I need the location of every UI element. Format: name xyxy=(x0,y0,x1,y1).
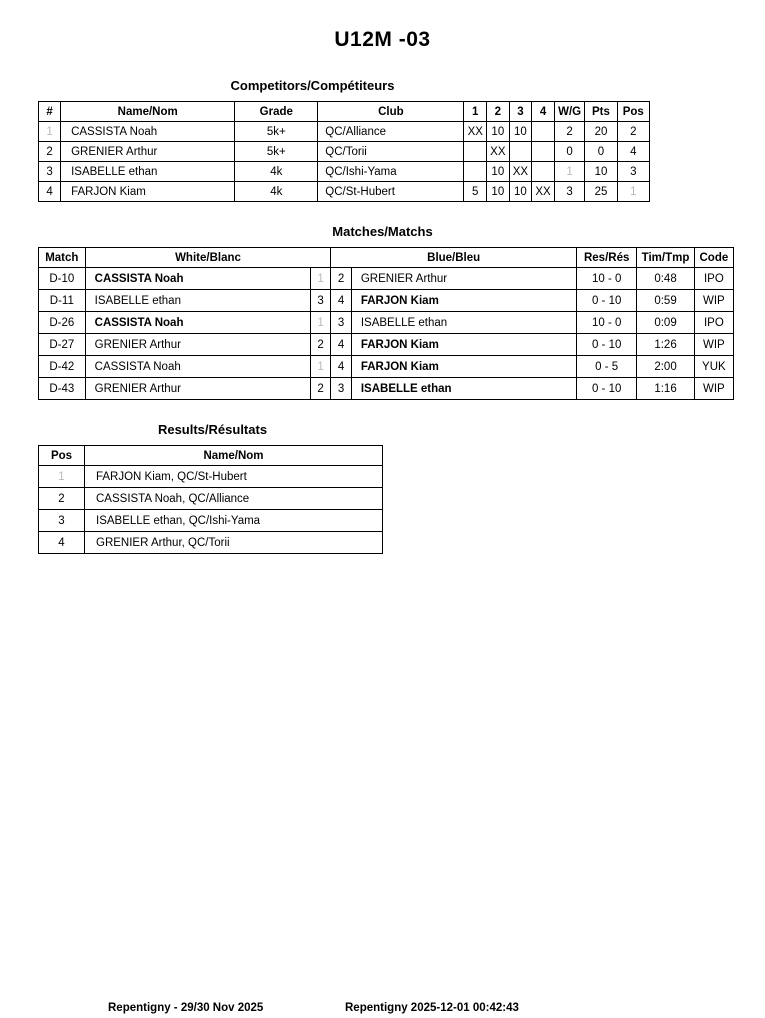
table-row xyxy=(39,466,383,488)
page-title: U12M -03 xyxy=(334,28,431,51)
match-id: D-43 xyxy=(39,378,86,400)
match-blue-name: GRENIER Arthur xyxy=(351,268,576,290)
column-header-grade: Grade xyxy=(235,102,318,122)
match-code: WIP xyxy=(694,290,733,312)
match-code: IPO xyxy=(694,268,733,290)
competitors-section-title: Competitors/Compétiteurs xyxy=(230,78,395,93)
match-blue-name: FARJON Kiam xyxy=(351,290,576,312)
match-white-number: 1 xyxy=(310,268,331,290)
result-name: CASSISTA Noah, QC/Alliance xyxy=(85,488,383,510)
match-code: YUK xyxy=(694,356,733,378)
competitor-name: FARJON Kiam xyxy=(61,182,235,202)
competitor-grade: 4k xyxy=(235,182,318,202)
table-row xyxy=(39,290,734,312)
competitor-round-1 xyxy=(464,142,487,162)
match-id: D-11 xyxy=(39,290,86,312)
match-time: 0:59 xyxy=(637,290,694,312)
table-header-row xyxy=(39,248,734,268)
match-result: 10 - 0 xyxy=(577,268,637,290)
match-white-number: 2 xyxy=(310,378,331,400)
competitor-round-2: 10 xyxy=(487,162,510,182)
match-white-name: CASSISTA Noah xyxy=(85,356,310,378)
competitor-round-2: XX xyxy=(487,142,510,162)
competitor-number: 1 xyxy=(39,122,61,142)
competitor-points: 25 xyxy=(585,182,617,202)
match-white-name: ISABELLE ethan xyxy=(85,290,310,312)
column-header-position: Pos xyxy=(39,446,85,466)
competitor-round-1 xyxy=(464,162,487,182)
footer-event-info: Repentigny - 29/30 Nov 2025 xyxy=(108,1002,264,1014)
match-blue-number: 4 xyxy=(331,334,352,356)
result-name: GRENIER Arthur, QC/Torii xyxy=(85,532,383,554)
column-header-blue: Blue/Bleu xyxy=(331,248,577,268)
table-row xyxy=(39,334,734,356)
match-white-name: GRENIER Arthur xyxy=(85,334,310,356)
match-time: 0:09 xyxy=(637,312,694,334)
match-white-number: 1 xyxy=(310,312,331,334)
match-result: 0 - 5 xyxy=(577,356,637,378)
column-header-club: Club xyxy=(318,102,464,122)
match-white-name: CASSISTA Noah xyxy=(85,312,310,334)
match-white-number: 3 xyxy=(310,290,331,312)
competitor-round-3: XX xyxy=(509,162,532,182)
competitor-position: 2 xyxy=(617,122,649,142)
competitor-round-3: 10 xyxy=(509,122,532,142)
competitor-round-4: XX xyxy=(532,182,555,202)
match-blue-name: FARJON Kiam xyxy=(351,356,576,378)
table-header-row xyxy=(39,102,650,122)
results-table xyxy=(38,445,383,554)
column-header-white: White/Blanc xyxy=(85,248,331,268)
match-code: WIP xyxy=(694,334,733,356)
competitor-number: 3 xyxy=(39,162,61,182)
match-result: 0 - 10 xyxy=(577,290,637,312)
column-header-round-1: 1 xyxy=(464,102,487,122)
match-result: 10 - 0 xyxy=(577,312,637,334)
table-row xyxy=(39,162,650,182)
competitor-points: 10 xyxy=(585,162,617,182)
match-code: WIP xyxy=(694,378,733,400)
result-name: ISABELLE ethan, QC/Ishi-Yama xyxy=(85,510,383,532)
match-blue-number: 3 xyxy=(331,378,352,400)
match-blue-name: FARJON Kiam xyxy=(351,334,576,356)
table-row xyxy=(39,356,734,378)
table-row xyxy=(39,122,650,142)
column-header-wins: W/G xyxy=(554,102,585,122)
table-header-row xyxy=(39,446,383,466)
competitor-grade: 5k+ xyxy=(235,142,318,162)
results-section-title: Results/Résultats xyxy=(157,422,268,437)
match-id: D-26 xyxy=(39,312,86,334)
competitor-round-4 xyxy=(532,122,555,142)
column-header-position: Pos xyxy=(617,102,649,122)
competitor-round-4 xyxy=(532,162,555,182)
match-white-name: GRENIER Arthur xyxy=(85,378,310,400)
table-row xyxy=(39,378,734,400)
table-row xyxy=(39,268,734,290)
footer-timestamp: Repentigny 2025-12-01 00:42:43 xyxy=(345,1002,519,1014)
match-id: D-10 xyxy=(39,268,86,290)
match-blue-number: 4 xyxy=(331,290,352,312)
competitor-round-1: 5 xyxy=(464,182,487,202)
match-blue-number: 3 xyxy=(331,312,352,334)
match-time: 2:00 xyxy=(637,356,694,378)
column-header-match: Match xyxy=(39,248,86,268)
competitor-round-1: XX xyxy=(464,122,487,142)
competitor-club: QC/Torii xyxy=(318,142,464,162)
competitor-wins: 1 xyxy=(554,162,585,182)
column-header-name: Name/Nom xyxy=(61,102,235,122)
match-time: 0:48 xyxy=(637,268,694,290)
column-header-time: Tim/Tmp xyxy=(637,248,694,268)
column-header-round-2: 2 xyxy=(487,102,510,122)
competitor-wins: 2 xyxy=(554,122,585,142)
competitor-round-3: 10 xyxy=(509,182,532,202)
match-white-number: 1 xyxy=(310,356,331,378)
matches-section-title: Matches/Matchs xyxy=(332,224,433,239)
competitor-number: 4 xyxy=(39,182,61,202)
competitor-position: 1 xyxy=(617,182,649,202)
match-blue-name: ISABELLE ethan xyxy=(351,378,576,400)
table-row xyxy=(39,532,383,554)
competitor-round-4 xyxy=(532,142,555,162)
match-id: D-42 xyxy=(39,356,86,378)
competitor-grade: 4k xyxy=(235,162,318,182)
column-header-number: # xyxy=(39,102,61,122)
competitor-position: 4 xyxy=(617,142,649,162)
match-result: 0 - 10 xyxy=(577,334,637,356)
competitor-round-2: 10 xyxy=(487,122,510,142)
result-position: 3 xyxy=(39,510,85,532)
competitor-position: 3 xyxy=(617,162,649,182)
column-header-code: Code xyxy=(694,248,733,268)
competitor-round-2: 10 xyxy=(487,182,510,202)
result-position: 1 xyxy=(39,466,85,488)
competitor-points: 20 xyxy=(585,122,617,142)
match-blue-number: 2 xyxy=(331,268,352,290)
result-position: 2 xyxy=(39,488,85,510)
result-position: 4 xyxy=(39,532,85,554)
column-header-result: Res/Rés xyxy=(577,248,637,268)
match-id: D-27 xyxy=(39,334,86,356)
competitor-round-3 xyxy=(509,142,532,162)
competitors-table xyxy=(38,101,650,202)
competitor-number: 2 xyxy=(39,142,61,162)
competitor-name: CASSISTA Noah xyxy=(61,122,235,142)
match-time: 1:26 xyxy=(637,334,694,356)
competitor-wins: 0 xyxy=(554,142,585,162)
table-row xyxy=(39,312,734,334)
match-code: IPO xyxy=(694,312,733,334)
table-row xyxy=(39,182,650,202)
competitor-club: QC/St-Hubert xyxy=(318,182,464,202)
result-name: FARJON Kiam, QC/St-Hubert xyxy=(85,466,383,488)
match-result: 0 - 10 xyxy=(577,378,637,400)
competitor-grade: 5k+ xyxy=(235,122,318,142)
match-time: 1:16 xyxy=(637,378,694,400)
competitor-name: ISABELLE ethan xyxy=(61,162,235,182)
column-header-name: Name/Nom xyxy=(85,446,383,466)
match-white-name: CASSISTA Noah xyxy=(85,268,310,290)
table-row xyxy=(39,142,650,162)
column-header-round-4: 4 xyxy=(532,102,555,122)
competitor-points: 0 xyxy=(585,142,617,162)
competitor-wins: 3 xyxy=(554,182,585,202)
column-header-round-3: 3 xyxy=(509,102,532,122)
table-row xyxy=(39,510,383,532)
competitor-club: QC/Alliance xyxy=(318,122,464,142)
matches-table xyxy=(38,247,734,400)
competitor-club: QC/Ishi-Yama xyxy=(318,162,464,182)
table-row xyxy=(39,488,383,510)
match-blue-name: ISABELLE ethan xyxy=(351,312,576,334)
column-header-points: Pts xyxy=(585,102,617,122)
match-white-number: 2 xyxy=(310,334,331,356)
competitor-name: GRENIER Arthur xyxy=(61,142,235,162)
match-blue-number: 4 xyxy=(331,356,352,378)
